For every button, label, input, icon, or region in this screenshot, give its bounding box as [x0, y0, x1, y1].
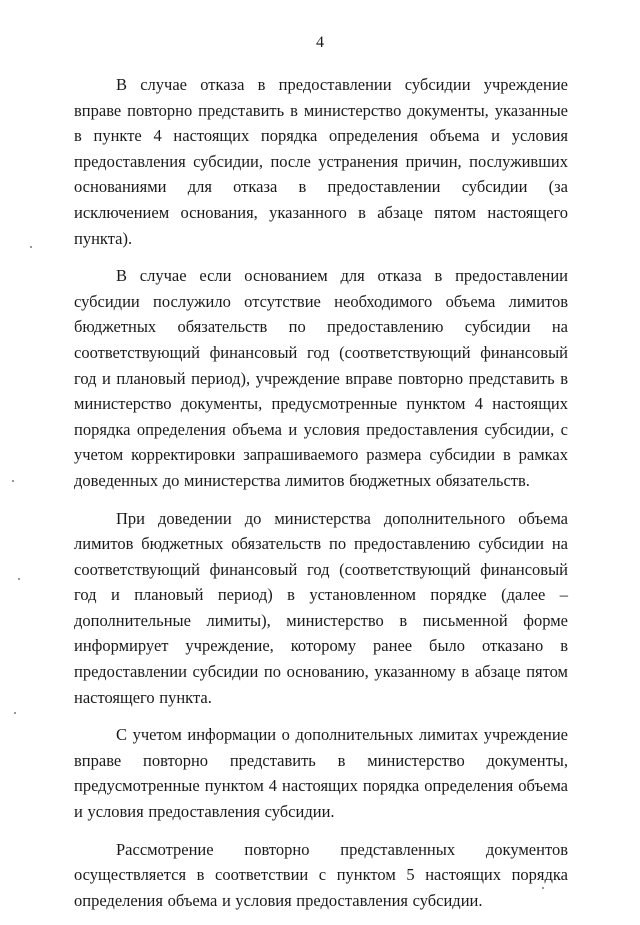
page-number: 4	[316, 34, 324, 51]
scan-speck	[542, 887, 544, 889]
paragraph-2: В случае если основанием для отказа в предоставлении субсидии послужило отсутствие необходимого объема лимитов бюджетных обязательств по предоставлению субсидии на соответствующий финансовый год (соответствующий финансовый год и плановый период), учреждение вправе повторно представить в министерство документы, предусмотренные пунктом 4 настоящих порядка определения объема и условия предоставления субсидии, с учетом корректировки запрашиваемого размера субсидии в рамках доведенных до министерства лимитов бюджетных обязательств.	[74, 266, 568, 490]
paragraph-3: При доведении до министерства дополнительного объема лимитов бюджетных обязательств по предоставлению субсидии на соответствующий финансовый год (соответствующий финансовый год и плановый период) в установленном порядке (далее – дополнительные лимиты), министерство в письменной форме информирует учреждение, которому ранее было отказано в предоставлении субсидии по основанию, указанному в абзаце пятом настоящего пункта.	[74, 508, 568, 707]
paragraph-1: В случае отказа в предоставлении субсидии учреждение вправе повторно представить в министерство документы, указанные в пункте 4 настоящих порядка определения объема и условия предоставления субсидии, после устранения причин, послуживших основаниями для отказа в предоставлении субсидии (за исключением основания, указанного в абзаце пятом настоящего пункта).	[74, 75, 568, 248]
document-body	[74, 72, 568, 925]
paragraph-5: Рассмотрение повторно представленных документов осуществляется в соответствии с пунктом 5 настоящих порядка определения объема и условия предоставления субсидии.	[74, 839, 568, 910]
paragraph-4: С учетом информации о дополнительных лимитах учреждение вправе повторно представить в министерство документы, предусмотренные пунктом 4 настоящих порядка определения объема и условия предоставления субсидии.	[74, 725, 568, 822]
scan-speck	[18, 578, 20, 580]
scan-speck	[12, 480, 14, 482]
scan-speck	[14, 712, 16, 714]
scan-speck	[30, 246, 32, 248]
